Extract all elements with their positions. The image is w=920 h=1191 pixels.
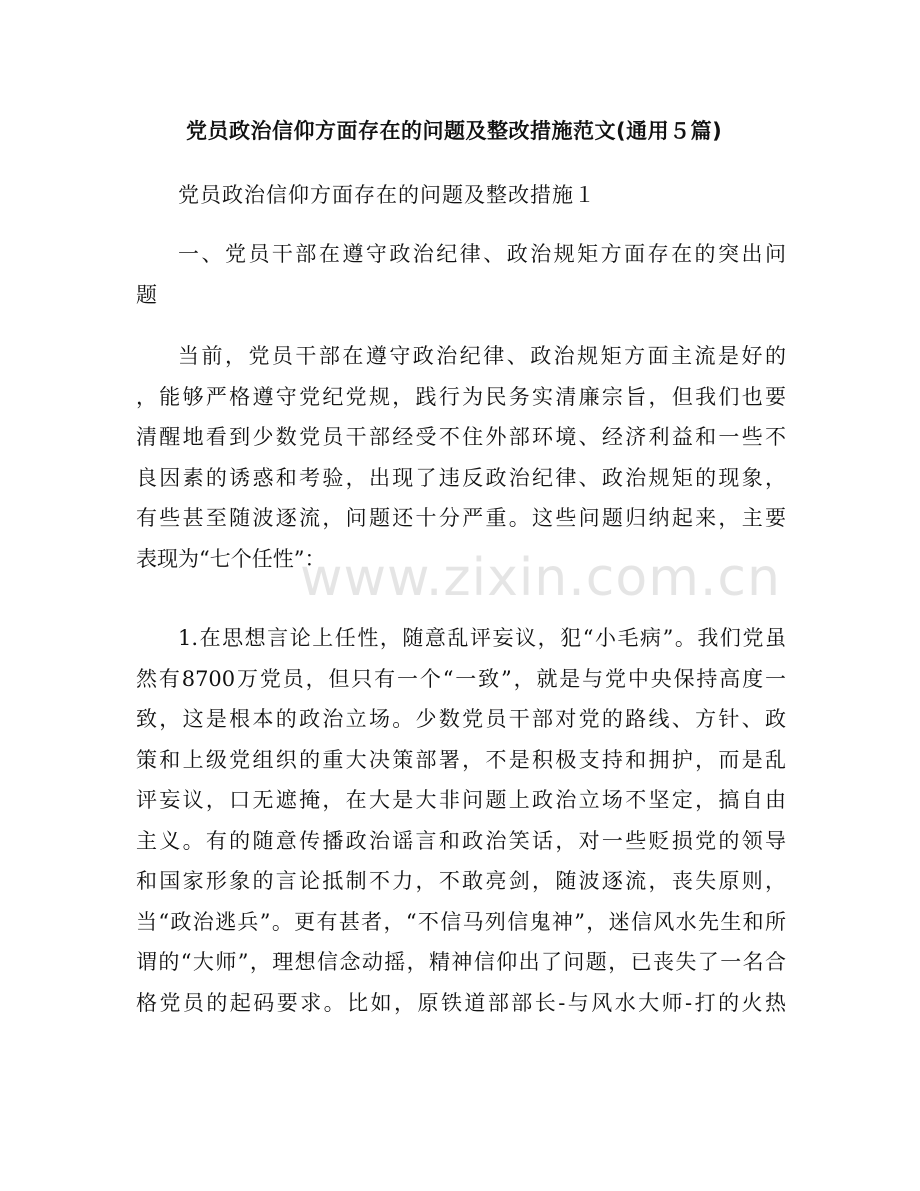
paragraph-line: 格党员的起码要求。比如，原铁道部部长-与风水大师-打的火热 — [136, 990, 786, 1015]
paragraph-item-1 — [136, 618, 786, 1023]
paragraph-line: 策和上级党组织的重大决策部署，不是积极支持和拥护，而是乱 — [136, 747, 786, 772]
paragraph-line: 良因素的诱惑和考验，出现了违反政治纪律、政治规矩的现象， — [136, 465, 786, 490]
heading-line: 题 — [136, 282, 157, 307]
section-heading — [136, 234, 786, 315]
watermark: www.zixin.com.cn — [300, 548, 781, 608]
paragraph-line: 当前，党员干部在遵守政治纪律、政治规矩方面主流是好的 — [178, 344, 786, 368]
document-title: 党员政治信仰方面存在的问题及整改措施范文(通用５篇) — [186, 119, 723, 143]
paragraph-line: 致，这是根本的政治立场。少数党员干部对党的路线、方针、政 — [136, 707, 786, 731]
paragraph-line: 主义。有的随意传播政治谣言和政治笑话，对一些贬损党的领导 — [136, 828, 786, 853]
heading-line: 一、党员干部在遵守政治纪律、政治规矩方面存在的突出问 — [178, 242, 786, 266]
paragraph-line: 和国家形象的言论抵制不力，不敢亮剑，随波逐流，丧失原则， — [136, 869, 786, 893]
paragraph-line: 清醒地看到少数党员干部经受不住外部环境、经济利益和一些不 — [136, 425, 786, 449]
paragraph-line: 然有8700万党员，但只有一个“一致”，就是与党中央保持高度一 — [136, 666, 786, 691]
paragraph-intro — [136, 336, 786, 579]
paragraph-line: 谓的“大师”，理想信念动摇，精神信仰出了问题，已丧失了一名合 — [136, 950, 786, 974]
paragraph-line: ，能够严格遵守党纪党规，践行为民务实清廉宗旨，但我们也要 — [136, 384, 786, 409]
paragraph-line: 表现为“七个任性”： — [136, 546, 326, 571]
paragraph-line: 有些甚至随波逐流，问题还十分严重。这些问题归纳起来，主要 — [136, 506, 786, 530]
paragraph-line: 评妄议，口无遮掩，在大是大非问题上政治立场不坚定，搞自由 — [136, 788, 786, 812]
paragraph-line: 1.在思想言论上任性，随意乱评妄议，犯“小毛病”。我们党虽 — [178, 626, 786, 650]
document-subtitle: 党员政治信仰方面存在的问题及整改措施１ — [178, 183, 596, 207]
paragraph-line: 当“政治逃兵”。更有甚者，“不信马列信鬼神”，迷信风水先生和所 — [136, 909, 786, 934]
